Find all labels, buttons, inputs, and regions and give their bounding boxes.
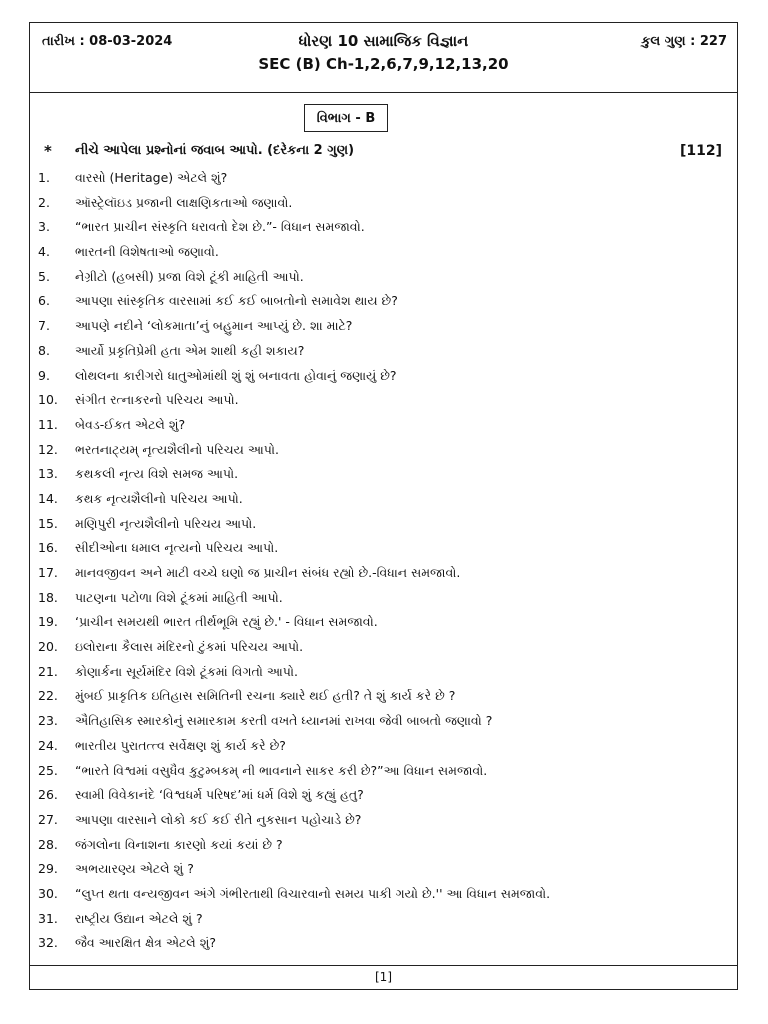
question-number: 21. (38, 663, 58, 679)
question-item (30, 785, 737, 810)
question-text: લોથલના કારીગરો ધાતુઓમાંથી શું શું બનાવતા હોવાનું જણાયું છે? (75, 367, 397, 383)
instruction-text: નીચે આપેલા પ્રશ્નોનાં જવાબ આપો. (દરેકના 2 ગુણ) (75, 143, 355, 158)
question-number: 18. (38, 589, 58, 605)
question-item (30, 612, 737, 637)
question-text: મણિપુરી નૃત્યશૈલીનો પરિચય આપો. (75, 515, 257, 531)
question-item (30, 316, 737, 341)
question-number: 13. (38, 466, 58, 482)
question-number: 25. (38, 762, 58, 778)
question-item (30, 711, 737, 736)
question-text: ‘પ્રાચીન સમયથી ભારત તીર્થભૂમિ રહ્યું છે.' - વિધાન સમજાવો. (75, 614, 378, 630)
question-item (30, 489, 737, 514)
question-number: 19. (38, 614, 58, 630)
section-label: વિભાગ - B (304, 104, 388, 132)
question-text: જંગલોના વિનાશના કારણો કયાં કયાં છે ? (75, 836, 283, 852)
question-number: 26. (38, 787, 58, 803)
exam-page-frame (29, 22, 738, 990)
exam-date: તારીખ : 08-03-2024 (42, 34, 173, 49)
question-item (30, 933, 737, 958)
question-number: 23. (38, 713, 58, 729)
question-number: 2. (38, 194, 50, 210)
question-text: સ્વામી વિવેકાનંદે ‘વિશ્વધર્મ પરિષદ’માં ધર્મ વિશે શું કહ્યું હતુ? (75, 787, 364, 803)
exam-title: ધોરણ 10 સામાજિક વિજ્ઞાન (298, 32, 469, 50)
question-text: બેવડ-ઈકત એટલે શું? (75, 416, 186, 432)
question-item (30, 859, 737, 884)
question-item (30, 909, 737, 934)
question-number: 6. (38, 293, 50, 309)
question-item (30, 514, 737, 539)
question-item (30, 884, 737, 909)
section-marks: [112] (679, 143, 722, 159)
question-item (30, 662, 737, 687)
question-number: 11. (38, 416, 58, 432)
question-number: 28. (38, 836, 58, 852)
question-text: “લુપ્ત થતા વન્યજીવન અંગે ગંભીરતાથી વિચારવાનો સમય પાકી ગયો છે.'' આ વિધાન સમજાવો. (75, 885, 551, 901)
question-number: 29. (38, 861, 58, 877)
question-text: ભારતની વિશેષતાઓ જણાવો. (75, 244, 219, 260)
question-item (30, 464, 737, 489)
question-text: મુંબઈ પ્રાકૃતિક ઇતિહાસ સમિતિની રચના ક્યારે થઈ હતી? તે શું કાર્ય કરે છે ? (75, 688, 456, 704)
question-number: 8. (38, 342, 50, 358)
question-list (30, 168, 737, 958)
question-text: નેગ્રીટો (હબસી) પ્રજા વિશે ટૂંકી માહિતી આપો. (75, 268, 304, 284)
question-number: 16. (38, 540, 58, 556)
question-text: કથકલી નૃત્ય વિશે સમજ આપો. (75, 466, 239, 482)
question-item (30, 193, 737, 218)
question-number: 1. (38, 170, 50, 185)
question-item (30, 415, 737, 440)
question-number: 12. (38, 441, 58, 457)
question-text: જૈવ આરક્ષિત ક્ષેત્ર એટલે શું? (75, 935, 217, 951)
question-number: 31. (38, 910, 58, 926)
question-text: ઇલોરાના કૈલાસ મંદિરનો ટુંકમાં પરિચય આપો. (75, 639, 304, 655)
question-number: 27. (38, 811, 58, 827)
question-number: 4. (38, 244, 50, 260)
question-number: 14. (38, 490, 58, 506)
total-marks: કુલ ગુણ : 227 (641, 34, 727, 49)
question-item (30, 736, 737, 761)
question-number: 7. (38, 318, 50, 334)
question-text: “ભારતે વિશ્વમાં વસુધૈવ કુટુમ્બકમ્ ની ભાવનાને સાકર કરી છે?”આ વિધાન સમજાવો. (75, 762, 488, 778)
question-item (30, 168, 737, 193)
question-text: અભયારણ્ય એટલે શું ? (75, 861, 194, 877)
question-number: 30. (38, 885, 58, 901)
question-item (30, 440, 737, 465)
exam-subtitle: SEC (B) Ch-1,2,6,7,9,12,13,20 (258, 55, 509, 73)
exam-header (30, 23, 737, 93)
question-text: “ભારત પ્રાચીન સંસ્કૃતિ ધરાવતો દેશ છે.”- વિધાન સમજાવો. (75, 219, 365, 235)
question-text: આપણા વારસાને લોકો કઈ કઈ રીતે નુકસાન પહોચાડે છે? (75, 811, 362, 827)
question-text: સંગીત રત્નાકરનો પરિચય આપો. (75, 392, 239, 408)
question-item (30, 835, 737, 860)
question-number: 10. (38, 392, 58, 408)
question-number: 17. (38, 565, 58, 580)
page-number: [1] (375, 970, 392, 984)
question-item (30, 291, 737, 316)
question-text: પાટણના પટોળા વિશે ટૂંકમાં માહિતી આપો. (75, 589, 283, 605)
question-number: 9. (38, 367, 50, 383)
question-text: આપણે નદીને ‘લોકમાતા’નું બહુમાન આપ્યું છે. શા માટે? (75, 318, 353, 334)
question-item (30, 217, 737, 242)
question-text: આપણા સાંસ્કૃતિક વારસામાં કઈ કઈ બાબતોનો સમાવેશ થાય છે? (75, 293, 398, 309)
instruction-row (30, 142, 737, 164)
question-text: રાષ્ટ્રીય ઉદ્યાન એટલે શું ? (75, 910, 203, 926)
question-number: 3. (38, 219, 50, 235)
question-text: કોણાર્કના સૂર્યમંદિર વિશે ટૂંકમાં વિગતો આપો. (75, 663, 298, 679)
question-item (30, 538, 737, 563)
question-item (30, 761, 737, 786)
question-text: ભરતનાટ્યમ્ નૃત્યશૈલીનો પરિચય આપો. (75, 441, 280, 457)
question-text: કથક નૃત્યશૈલીનો પરિચય આપો. (75, 490, 243, 506)
question-text: વારસો (Heritage) એટલે શું? (75, 170, 228, 185)
question-text: આર્યો પ્રકૃતિપ્રેમી હતા એમ શાથી કહી શકાય? (75, 342, 305, 358)
instruction-marker: * (44, 142, 52, 160)
question-text: માનવજીવન અને માટી વચ્ચે ઘણો જ પ્રાચીન સંબંધ રહ્યો છે.-વિધાન સમજાવો. (75, 565, 461, 580)
exam-title-block (30, 30, 737, 76)
question-item (30, 588, 737, 613)
question-number: 22. (38, 688, 58, 704)
question-item (30, 390, 737, 415)
question-number: 32. (38, 935, 58, 951)
question-item (30, 366, 737, 391)
question-text: ઑસ્ટ્રેલૉઇડ પ્રજાની લાક્ષણિકતાઓ જણાવો. (75, 194, 293, 210)
question-item (30, 267, 737, 292)
question-number: 24. (38, 737, 58, 753)
question-number: 15. (38, 515, 58, 531)
question-item (30, 686, 737, 711)
question-text: સીદીઓના ધમાલ નૃત્યનો પરિચય આપો. (75, 540, 279, 556)
question-text: ઐતિહાસિક સ્મારકોનું સમારકામ કરતી વખતે ધ્યાનમાં રાખવા જેવી બાબતો જણાવો ? (75, 713, 493, 729)
question-item (30, 341, 737, 366)
page-footer (30, 965, 737, 989)
question-text: ભારતીય પુરાતત્ત્વ સર્વેક્ષણ શું કાર્ય કરે છે? (75, 737, 286, 753)
question-item (30, 810, 737, 835)
question-item (30, 563, 737, 588)
question-number: 5. (38, 268, 50, 284)
question-number: 20. (38, 639, 58, 655)
question-item (30, 637, 737, 662)
question-item (30, 242, 737, 267)
